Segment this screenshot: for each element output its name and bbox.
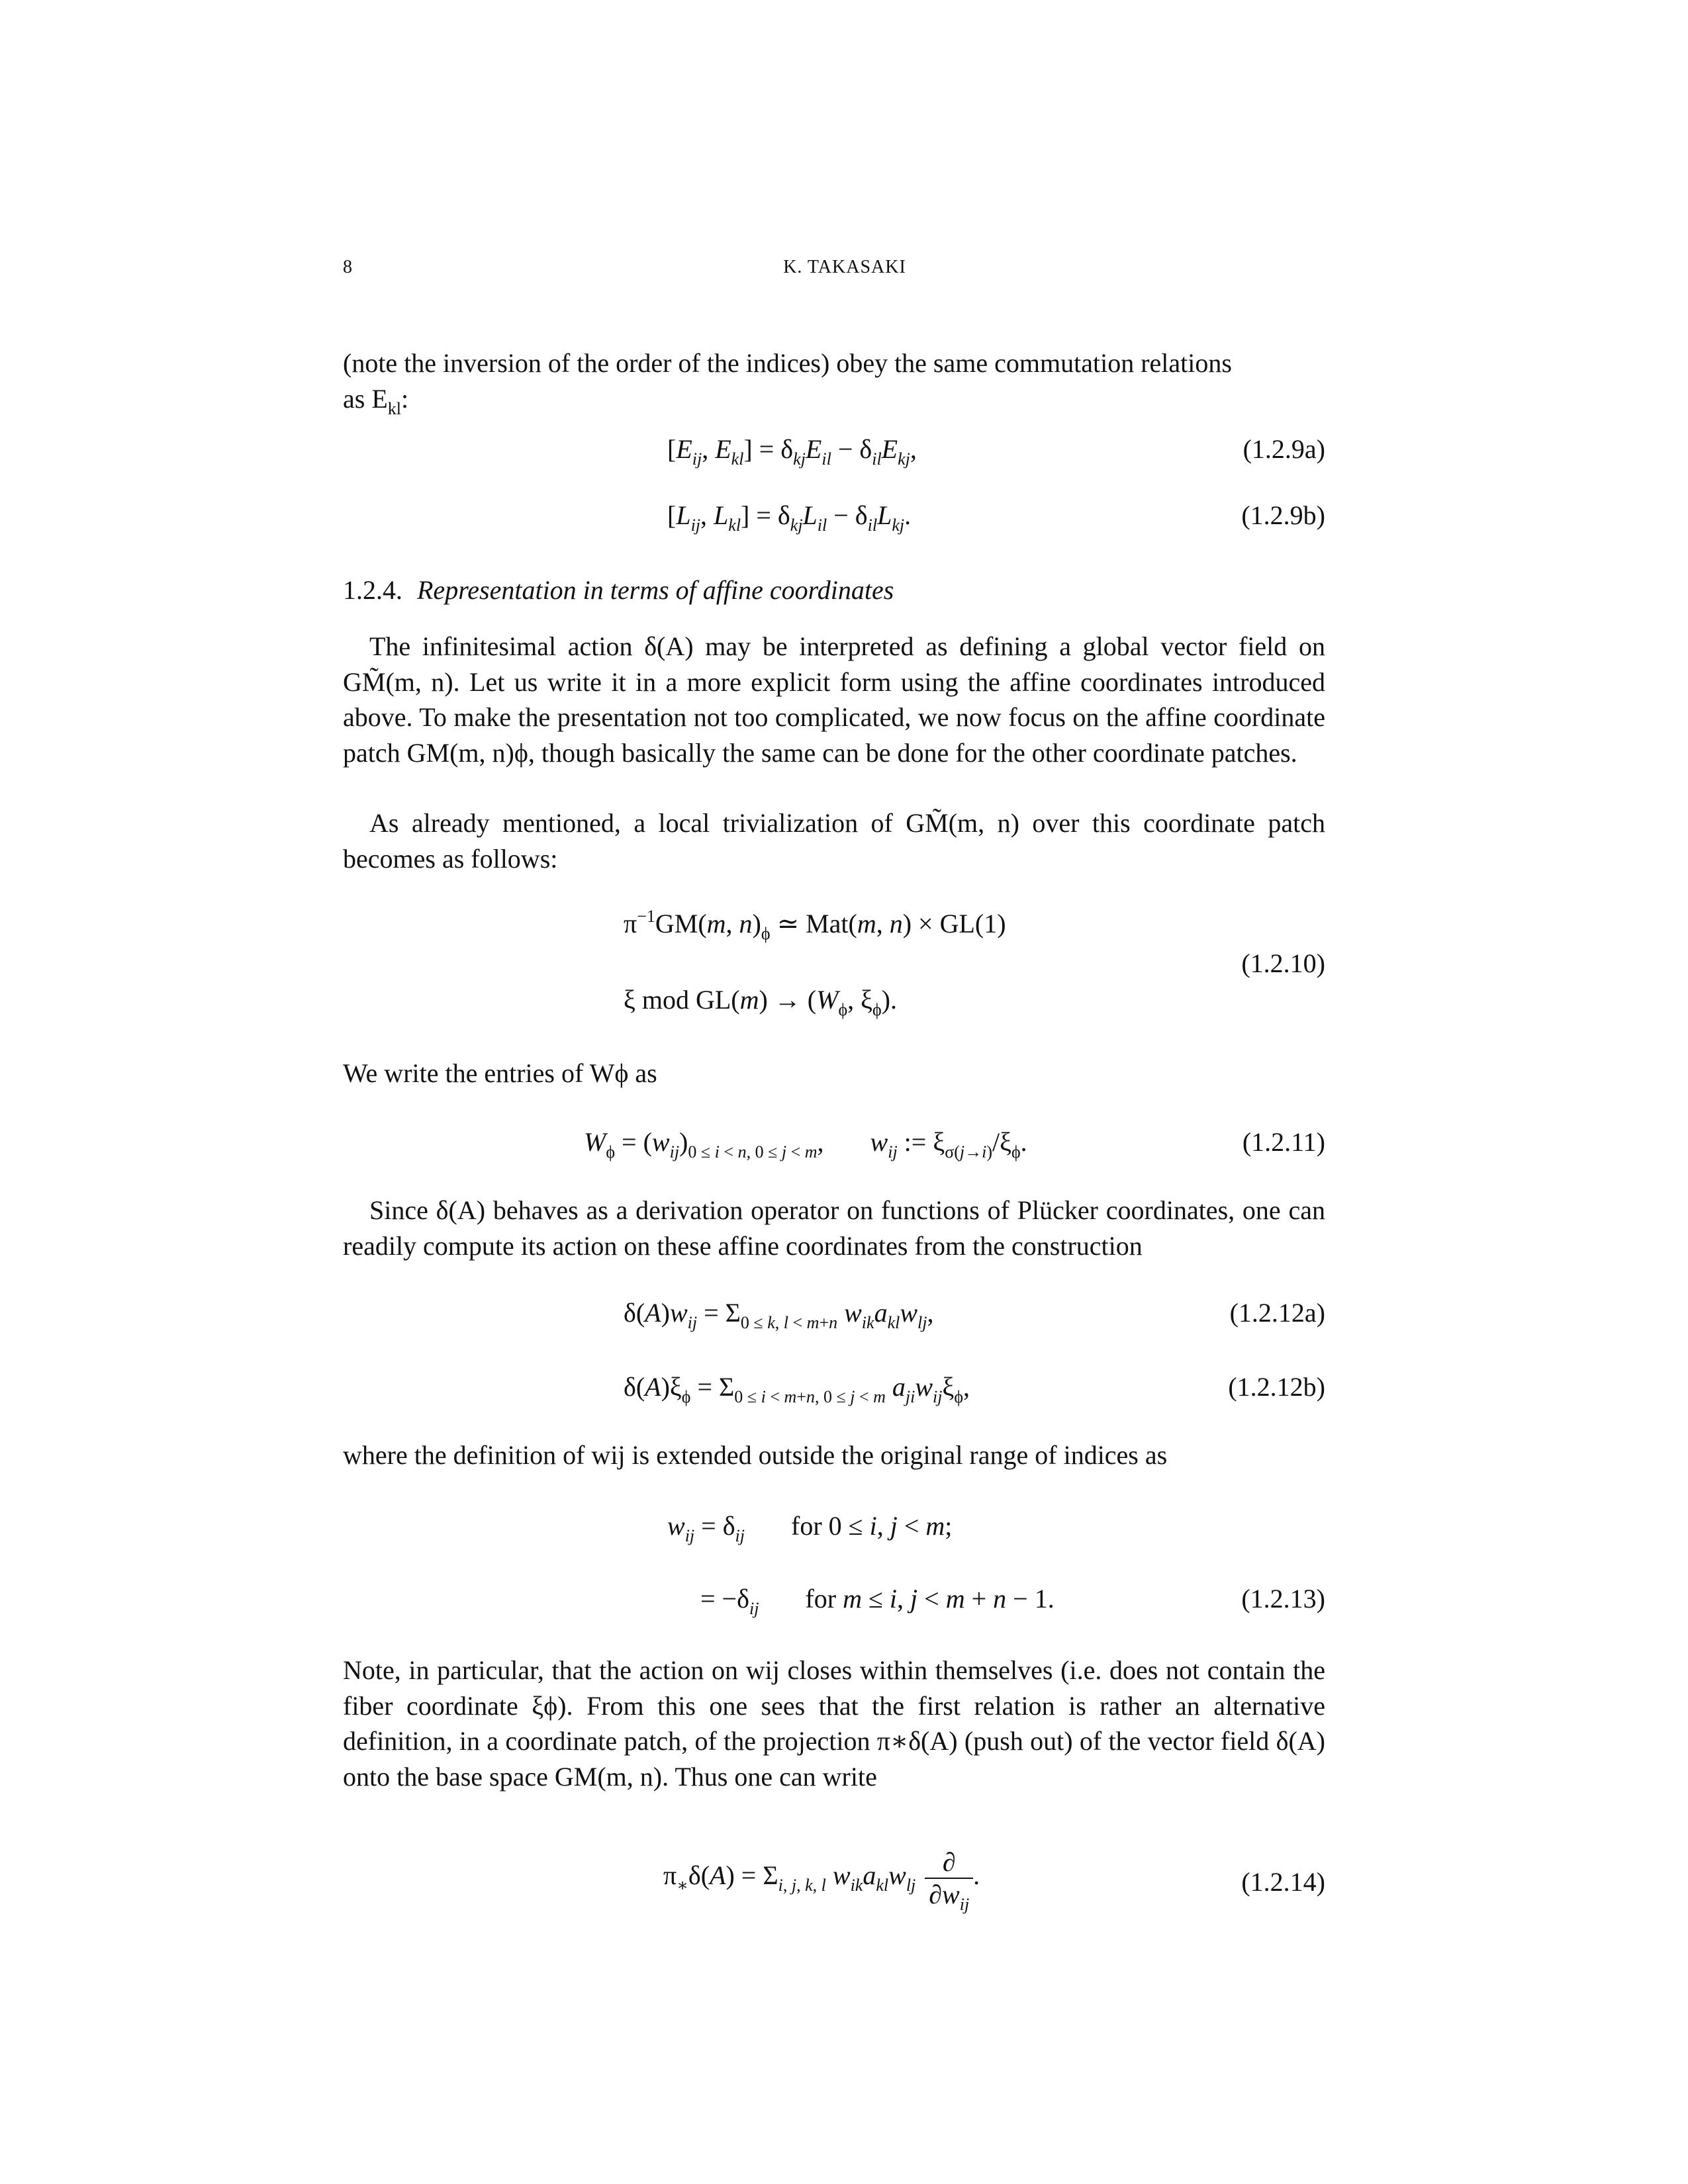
running-head-author: K. TAKASAKI <box>783 257 906 277</box>
page-number: 8 <box>343 257 353 277</box>
paragraph-intro-line2: as $E_{kl}$: <box>343 383 409 418</box>
equation-number-1-2-11: (1.2.11) <box>1242 1127 1325 1157</box>
paragraph-5: where the definition of wij is extended outside the original range of indices as <box>343 1440 1168 1470</box>
equation-number-1-2-14: (1.2.14) <box>1241 1867 1325 1897</box>
equation-1-2-10-line2: ξ mod $GL(m) \to (W_\phi$, $\xi_\phi$). <box>624 985 897 1019</box>
equation-1-2-12b: $\delta(A)\xi_\phi = \Sigma_{0 \le i < m+n, 0 \le j < m}$ $a_{ji}w_{ij}\xi_\phi$, <box>624 1372 970 1406</box>
section-title: Representation in terms of affine coordinates <box>417 575 894 605</box>
equation-1-2-9a: [$E_{ij}$, $E_{kl}] = \delta_{kj}E_{il} - \delta_{il}E_{kj}$, <box>667 434 917 469</box>
paragraph-3: We write the entries of Wϕ as <box>343 1058 657 1088</box>
paragraph-intro <box>343 345 1325 420</box>
equation-number-1-2-12b: (1.2.12b) <box>1228 1372 1325 1402</box>
section-number: 1.2.4. <box>343 575 402 605</box>
paragraph-6: Note, in particular, that the action on wij closes within themselves (i.e. does not contain the fiber coordinate ξϕ). From this one sees that the first relation is rather an alternative definition, in a coordinate patch, of the projection π∗δ(A) (push out) of the vector field δ(A) onto the base space GM(m, n). Thus one can write <box>343 1655 1325 1792</box>
equation-1-2-11: $W_\phi = (w_{ij})_{0 \le i < n, 0 \le j < m}$, $w_{ij}$ := $\xi_{\sigma(j\to i)}/\xi_\phi$. <box>584 1127 1027 1161</box>
paragraph-4: Since δ(A) behaves as a derivation operator on functions of Plücker coordinates, one can readily compute its action on these affine coordinates from the construction <box>343 1195 1325 1261</box>
equation-1-2-9b: [$L_{ij}$, $L_{kl}] = \delta_{kj}L_{il} - \delta_{il}L_{kj}$. <box>667 500 912 535</box>
equation-number-1-2-12a: (1.2.12a) <box>1229 1298 1325 1328</box>
equation-number-1-2-9a: (1.2.9a) <box>1243 434 1325 464</box>
section-heading <box>343 574 894 606</box>
paragraph-2: As already mentioned, a local trivialization of GM̃(m, n) over this coordinate patch becomes as follows: <box>343 808 1325 874</box>
paragraph-1: The infinitesimal action δ(A) may be interpreted as defining a global vector field on GM̃(m, n). Let us write it in a more explicit form using the affine coordinates introduced above. To make the presentation not too complicated, we now focus on the affine coordinate patch GM(m, n)ϕ, though basically the same can be done for the other coordinate patches. <box>343 631 1325 768</box>
equation-number-1-2-10: (1.2.10) <box>1241 948 1325 978</box>
equation-1-2-12a: $\delta(A)w_{ij} = \Sigma_{0 \le k, l < m+n}$ $w_{ik}a_{kl}w_{lj}$, <box>624 1298 934 1332</box>
equation-number-1-2-13: (1.2.13) <box>1241 1584 1325 1614</box>
equation-1-2-10-line1: $\pi^{-1}GM(m$, $n)_\phi$ ≃ Mat(m, n) × GL(1) <box>624 907 1006 943</box>
equation-1-2-13-line1: $w_{ij} = \delta_{ij}$ for 0 ≤ i, j < m; <box>667 1511 953 1545</box>
equation-number-1-2-9b: (1.2.9b) <box>1241 500 1325 530</box>
equation-1-2-14: $\pi_∗\delta(A) = \Sigma_{i, j, k, l}$ $w_{ik}a_{kl}w_{lj}$ ∂ $\partial w_{ij}$ . <box>663 1847 980 1914</box>
equation-1-2-13-line2: = $-\delta_{ij}$ for m ≤ i, j < m + n − 1. <box>700 1584 1055 1618</box>
paragraph-intro-line1: (note the inversion of the order of the indices) obey the same commutation relations <box>343 348 1232 378</box>
